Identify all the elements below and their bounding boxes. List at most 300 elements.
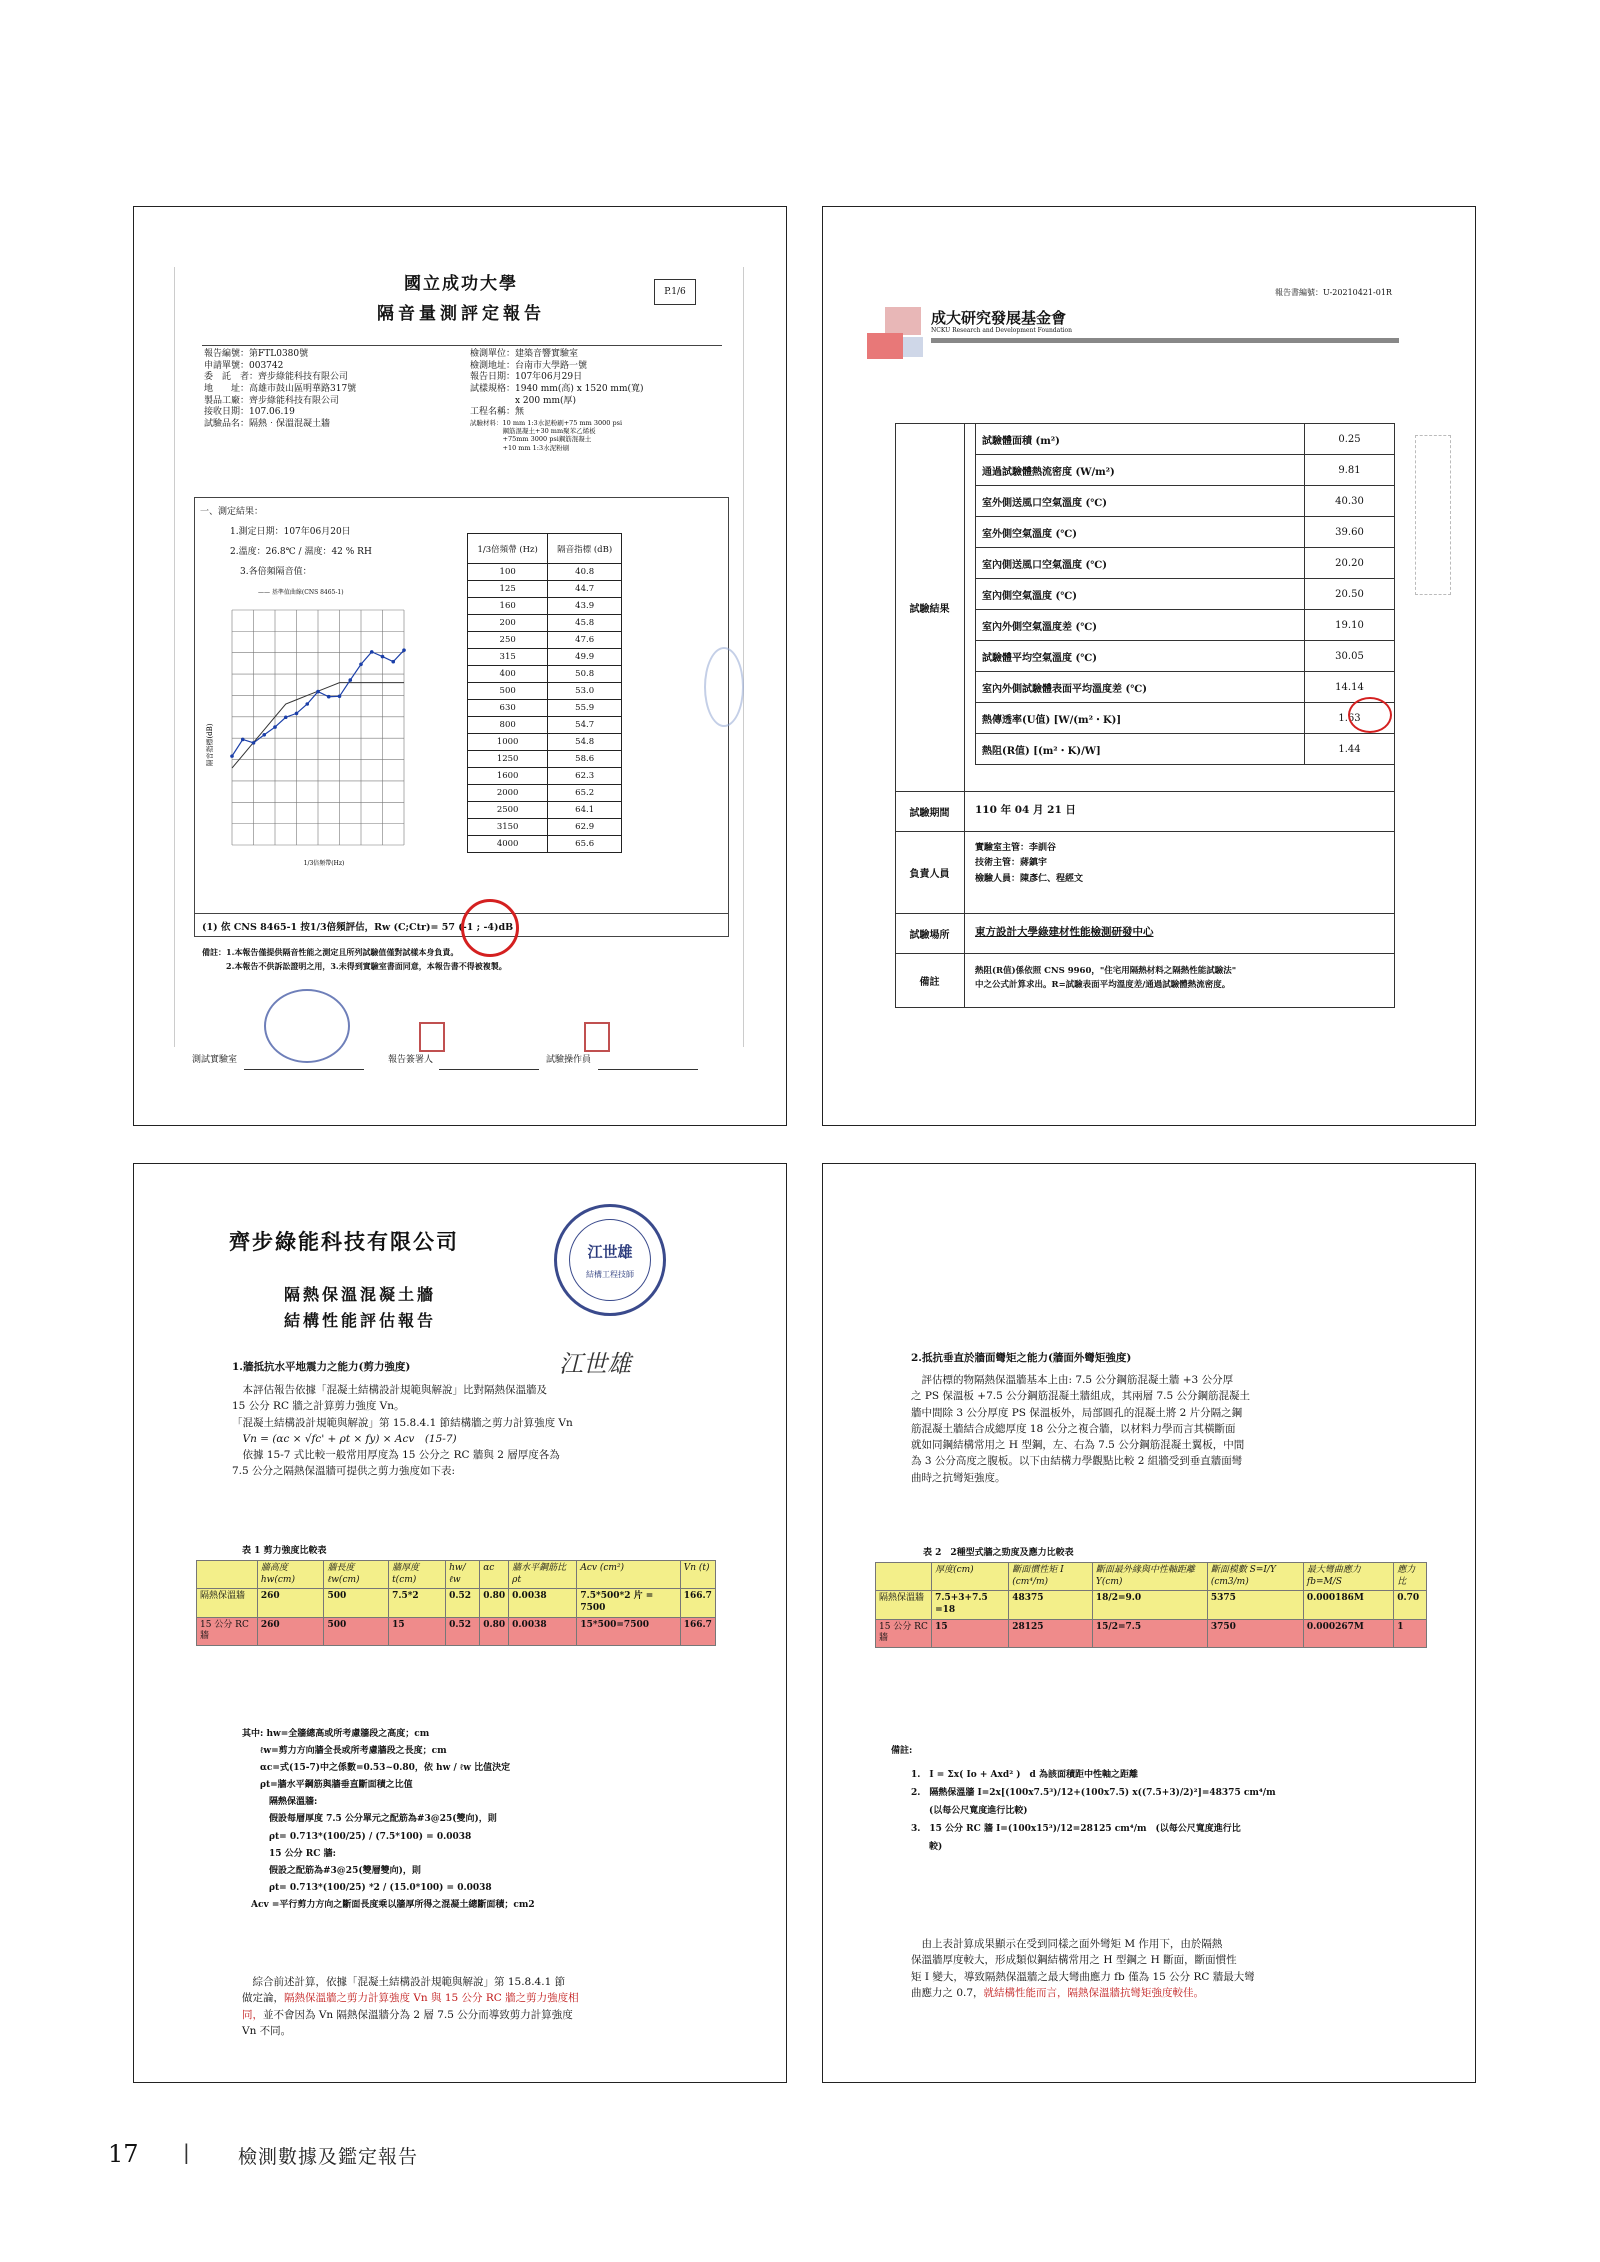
table-cell: 3750	[1207, 1619, 1303, 1647]
table-row	[976, 548, 1395, 579]
table-row	[197, 1617, 716, 1645]
sign-label: 試驗操作員	[546, 1055, 592, 1065]
row-value: 1.63	[1305, 703, 1395, 734]
table-cell: 最大彎曲應力 fb=M/S	[1303, 1563, 1393, 1591]
table-cell: 0.52	[446, 1589, 480, 1617]
db-cell: 65.2	[548, 785, 622, 802]
table-cell: 0.70	[1394, 1591, 1427, 1619]
row-label: 熱阻(R值) [(m²・K)/W]	[976, 734, 1305, 765]
freq-cell: 800	[468, 717, 548, 734]
signature-stamp	[584, 1022, 610, 1052]
data-point	[359, 662, 363, 666]
note-line: 15 公分 RC 牆:	[242, 1848, 336, 1859]
shear-table	[196, 1560, 716, 1646]
table-row	[876, 1619, 1427, 1647]
db-cell: 64.1	[548, 802, 622, 819]
table-row	[468, 751, 622, 768]
table-row	[976, 455, 1395, 486]
table-cell: 斷面慣性矩 I (cm⁴/m)	[1009, 1563, 1093, 1591]
db-cell: 45.8	[548, 615, 622, 632]
evaluation-result: (1) 依 CNS 8465-1 按1/3倍頻評估，Rw (C;Ctr)= 57 (-1 ; -4)dB	[202, 922, 514, 933]
report-panel-bending	[822, 1163, 1476, 2083]
result-line: 3.各倍頻隔音值：	[240, 567, 312, 577]
info-line: 檢測單位：建築音響實驗室	[470, 349, 579, 359]
note-line: ρt= 0.713*(100/25) / (7.5*100) = 0.0038	[242, 1831, 472, 1842]
row-label: 通過試驗體熱流密度 (W/m²)	[976, 455, 1305, 486]
para-line: 做定論，	[242, 1992, 284, 2005]
table-row	[468, 581, 622, 598]
table-cell: 166.7	[680, 1589, 715, 1617]
table-cell: 15/2=7.5	[1092, 1619, 1207, 1647]
bending-table	[875, 1562, 1427, 1648]
lab-seal	[264, 989, 350, 1063]
table-cell: hw/ℓw	[446, 1561, 480, 1589]
info-line: 試樣規格：1940 mm(高) x 1520 mm(寬)	[470, 384, 644, 395]
table-row	[976, 486, 1395, 517]
formula-line: Vn = (αc × √fc' + ρt × fy) × Acv (15-7)	[232, 1432, 457, 1445]
freq-cell: 100	[468, 564, 548, 581]
db-cell: 50.8	[548, 666, 622, 683]
period-label: 試驗期間	[895, 791, 965, 831]
staff-label: 負責人員	[895, 831, 965, 913]
table-row	[468, 717, 622, 734]
data-point	[295, 712, 299, 716]
db-cell: 44.7	[548, 581, 622, 598]
logo-block	[903, 337, 923, 357]
table-cell: 牆高度 hw(cm)	[257, 1561, 324, 1589]
db-cell: 43.9	[548, 598, 622, 615]
section-para	[911, 1372, 1250, 1486]
data-point	[327, 695, 331, 699]
report-panel-sound	[133, 206, 787, 1126]
chart-legend: —— 基準值曲線(CNS 8465-1)	[258, 589, 344, 596]
table-cell: 0.80	[480, 1589, 509, 1617]
data-point	[391, 660, 395, 664]
para-line: 為 3 公分高度之腹板。以下由結構力學觀點比較 2 組牆受到垂直牆面彎	[911, 1455, 1243, 1468]
row-label	[876, 1563, 932, 1591]
freq-cell: 1000	[468, 734, 548, 751]
row-value: 30.05	[1305, 641, 1395, 672]
row-label: 室內側空氣溫度 (℃)	[976, 579, 1305, 610]
divider	[895, 831, 1395, 832]
db-cell: 53.0	[548, 683, 622, 700]
table-row	[468, 836, 622, 853]
para-line: 曲時之抗彎矩強度。	[911, 1471, 1006, 1484]
freq-cell: 2500	[468, 802, 548, 819]
info-line: 地 址：高雄市鼓山區明華路317號	[204, 384, 357, 395]
section-para	[232, 1382, 573, 1480]
data-point	[262, 733, 266, 737]
db-cell: 54.7	[548, 717, 622, 734]
freq-cell: 500	[468, 683, 548, 700]
table-cell: 7.5*500*2 片 = 7500	[577, 1589, 680, 1617]
result-line: 1.測定日期：107年06月20日	[230, 527, 351, 537]
freq-cell: 125	[468, 581, 548, 598]
engineer-seal	[554, 1204, 666, 1316]
table-row	[468, 598, 622, 615]
sound-table	[467, 533, 622, 853]
data-point	[316, 690, 320, 694]
signature-stamp	[419, 1022, 445, 1052]
table-cell: 28125	[1009, 1619, 1093, 1647]
table-row	[468, 700, 622, 717]
table-cell: 166.7	[680, 1617, 715, 1645]
note-line: 備註：1.本報告僅提供隔音性能之測定且所列試驗值僅對試樣本身負責。	[202, 947, 459, 957]
db-cell: 49.9	[548, 649, 622, 666]
table-title: 表 2 2種型式牆之勁度及應力比較表	[923, 1548, 1074, 1558]
table-row	[976, 641, 1395, 672]
table-cell: 斷面最外緣與中性軸距離 Y(cm)	[1092, 1563, 1207, 1591]
table-row	[876, 1563, 1427, 1591]
para-line: Vn 不同。	[242, 2024, 292, 2037]
data-point	[381, 655, 385, 659]
row-label: 室外側空氣溫度 (℃)	[976, 517, 1305, 548]
company-name: 齊步綠能科技有限公司	[229, 1229, 459, 1254]
row-label: 隔熱保溫牆	[197, 1589, 258, 1617]
table-cell: 15*500=7500	[577, 1617, 680, 1645]
data-point	[370, 650, 374, 654]
formula-notes	[911, 1766, 1276, 1856]
para-line: 之 PS 保溫板 +7.5 公分鋼筋混凝土牆組成，其兩層 7.5 公分鋼筋混凝土	[911, 1390, 1250, 1403]
table-cell: 15	[932, 1619, 1009, 1647]
row-label: 室內外側試驗體表面平均溫度差 (℃)	[976, 672, 1305, 703]
note-line: ρt= 0.713*(100/25) *2 / (15.0*100) = 0.0038	[242, 1882, 492, 1893]
table-cell: 斷面模數 S=I/Y (cm3/m)	[1207, 1563, 1303, 1591]
table-row	[468, 615, 622, 632]
table-row	[976, 424, 1395, 455]
section-heading: 1.牆抵抗水平地震力之能力(剪力強度)	[232, 1361, 411, 1373]
logo-block	[885, 307, 921, 335]
row-label: 室內外側空氣溫度差 (℃)	[976, 610, 1305, 641]
freq-cell: 200	[468, 615, 548, 632]
table-row	[468, 785, 622, 802]
freq-cell: 1250	[468, 751, 548, 768]
note-line: 較)	[911, 1842, 943, 1852]
para-line: 綜合前述計算，依據「混凝土結構設計規範與解說」第 15.8.4.1 節	[242, 1976, 566, 1988]
table-cell: 0.80	[480, 1617, 509, 1645]
header-rule	[931, 338, 1399, 343]
sound-chart	[204, 595, 414, 875]
section-heading: 2.抵抗垂直於牆面彎矩之能力(牆面外彎矩強度)	[911, 1352, 1132, 1364]
table-row	[976, 517, 1395, 548]
table-cell: 0.52	[446, 1617, 480, 1645]
note-line: Acv =平行剪力方向之斷面長度乘以牆厚所得之混凝土總斷面積；cm2	[242, 1899, 535, 1910]
note-line: 中之公式計算求出。R=試驗表面平均溫度差/通過試驗體熱流密度。	[975, 979, 1231, 990]
info-line: 試驗品名：隔熱‧保溫混凝土牆	[204, 419, 331, 430]
table-row	[876, 1591, 1427, 1619]
info-line: 試驗材料：10 mm 1:3水泥粉刷+75 mm 3000 psi	[470, 419, 623, 428]
note-line: 2. 隔熱保溫牆 I=2x[(100x7.5³)/12+(100x7.5) x((7.5+3)/2)²]=48375 cm⁴/m	[911, 1788, 1276, 1798]
note-line: 熱阻(R值)係依照 CNS 9960，"住宅用隔熱材料之隔熱性能試驗法"	[975, 966, 1237, 976]
row-value: 14.14	[1305, 672, 1395, 703]
para-line: 7.5 公分之隔熱保溫牆可提供之剪力強度如下表:	[232, 1465, 456, 1478]
info-line: 製品工廠：齊步綠能科技有限公司	[204, 395, 340, 406]
table-row	[468, 802, 622, 819]
staff-list	[975, 841, 1083, 887]
org-name: 成大研究發展基金會	[931, 309, 1067, 327]
conclusion	[242, 1974, 762, 2039]
db-cell: 55.9	[548, 700, 622, 717]
thermal-table	[975, 423, 1395, 765]
para-line: 曲應力之 0.7，	[911, 1986, 984, 1999]
info-line: 申請單號：003742	[204, 360, 284, 371]
highlight-text: 隔熱保溫牆之剪力計算強度 Vn 與 15 公分 RC 牆之剪力強度相	[284, 1992, 579, 2005]
para-line: 矩 I 變大，導致隔熱保溫牆之最大彎曲應力 fb 僅為 15 公分 RC 牆最大彎	[911, 1970, 1255, 1983]
row-label: 熱傳透率(U值) [W/(m²・K)]	[976, 703, 1305, 734]
place-label: 試驗場所	[895, 913, 965, 953]
para-line: 筋混凝土牆結合成總厚度 18 公分之複合牆，以材料力學而言其橫斷面	[911, 1422, 1236, 1435]
table-header: 隔音指標 (dB)	[548, 534, 622, 564]
table-cell: 5375	[1207, 1591, 1303, 1619]
para-line: 並不會因為 Vn 隔熱保溫牆分為 2 層 7.5 公分而導致剪力計算強度	[263, 2008, 573, 2021]
row-label: 室外側送風口空氣溫度 (℃)	[976, 486, 1305, 517]
row-label: 隔熱保溫牆	[876, 1591, 932, 1619]
data-point	[305, 702, 309, 706]
note-line: 隔熱保溫牆:	[242, 1797, 318, 1808]
row-value: 20.50	[1305, 579, 1395, 610]
table-cell: 500	[324, 1589, 389, 1617]
note-line: 2.本報告不供訴訟證明之用，3.未得到實驗室書面同意，本報告書不得被複製。	[202, 961, 507, 971]
note-line: 1. I = Σx( Io + Axd² ) d 為該面積距中性軸之距離	[911, 1770, 1138, 1780]
db-cell: 40.8	[548, 564, 622, 581]
definition-notes	[242, 1726, 535, 1914]
freq-cell: 4000	[468, 836, 548, 853]
report-title: 隔音量測評定報告	[377, 304, 545, 324]
db-cell: 58.6	[548, 751, 622, 768]
seal-text: 結構工程技師	[586, 1270, 634, 1279]
report-title-line2: 結構性能評估報告	[284, 1311, 437, 1330]
db-cell: 54.8	[548, 734, 622, 751]
freq-cell: 1600	[468, 768, 548, 785]
freq-cell: 3150	[468, 819, 548, 836]
info-line: 報告編號：第FTL0380號	[204, 349, 309, 359]
chart-grid	[232, 610, 404, 845]
divider	[895, 953, 1395, 954]
table-cell: 7.5*2	[389, 1589, 446, 1617]
data-point	[284, 715, 288, 719]
divider	[895, 791, 1395, 792]
row-label: 15 公分 RC 牆	[197, 1617, 258, 1645]
para-line: 15 公分 RC 牆之計算剪力強度 Vn。	[232, 1400, 405, 1413]
table-row	[468, 564, 622, 581]
row-label: 15 公分 RC 牆	[876, 1619, 932, 1647]
para-line: 保溫牆厚度較大，形成類似鋼結構常用之 H 型鋼之 H 斷面，斷面慣性	[911, 1954, 1237, 1967]
note-line: ℓw=剪力方向牆全長或所考慮牆段之長度；cm	[242, 1746, 447, 1757]
table-cell: αc	[480, 1561, 509, 1589]
sign-label: 報告簽署人	[388, 1055, 434, 1065]
freq-cell: 630	[468, 700, 548, 717]
freq-cell: 400	[468, 666, 548, 683]
note-text	[975, 965, 1236, 992]
divider	[194, 913, 729, 914]
x-axis-label: 1/3倍頻帶(Hz)	[303, 860, 345, 867]
db-cell: 47.6	[548, 632, 622, 649]
row-value: 9.81	[1305, 455, 1395, 486]
table-row	[468, 666, 622, 683]
logo-block	[867, 333, 903, 359]
info-line: 報告日期：107年06月29日	[470, 372, 583, 383]
notes-title: 備註:	[891, 1746, 913, 1756]
table-cell: 應力比	[1394, 1563, 1427, 1591]
conclusion	[911, 1936, 1255, 2001]
highlight-text: 同，	[242, 2008, 263, 2021]
table-cell: 牆長度 ℓw(cm)	[324, 1561, 389, 1589]
table-cell: Vn (t)	[680, 1561, 715, 1589]
table-cell: 7.5+3+7.5 =18	[932, 1591, 1009, 1619]
info-line: +10 mm 1:3水泥粉刷	[470, 443, 570, 452]
note-line: 假設每層厚度 7.5 公分單元之配筋為#3@25(雙向)，則	[242, 1814, 497, 1825]
row-value: 40.30	[1305, 486, 1395, 517]
sign-line	[244, 1069, 364, 1070]
sign-line	[439, 1069, 539, 1070]
table-cell: 260	[257, 1589, 324, 1617]
divider	[202, 345, 722, 346]
table-row	[976, 703, 1395, 734]
note-label: 備註	[895, 953, 965, 1008]
table-cell: 0.000267M	[1303, 1619, 1393, 1647]
footer-title: 檢測數據及鑑定報告	[238, 2146, 419, 2168]
staff-line: 技術主管：蔣鎮宇	[975, 858, 1048, 869]
table-title: 表 1 剪力強度比較表	[242, 1546, 327, 1556]
note-line: ρt=牆水平鋼筋與牆垂直斷面積之比值	[242, 1780, 413, 1791]
university-title: 國立成功大學	[404, 274, 518, 294]
table-row	[468, 734, 622, 751]
para-line: 本評估報告依據「混凝土結構設計規範與解說」比對隔熱保溫牆及	[232, 1384, 547, 1396]
db-cell: 62.9	[548, 819, 622, 836]
info-line: 接收日期：107.06.19	[204, 407, 295, 418]
handwritten-signature: 江世雄	[559, 1350, 631, 1378]
row-value: 20.20	[1305, 548, 1395, 579]
note-line: 假設之配筋為#3@25(雙層雙向)，則	[242, 1865, 421, 1876]
data-point	[402, 648, 406, 652]
note-line: αc=式(15-7)中之係數=0.53~0.80，依 hw / ℓw 比值決定	[242, 1763, 511, 1774]
table-row	[976, 579, 1395, 610]
table-cell: 260	[257, 1617, 324, 1645]
para-line: 牆中間除 3 公分厚度 PS 保溫板外，局部圓孔的混凝土將 2 片分隔之鋼	[911, 1406, 1243, 1419]
table-row	[468, 683, 622, 700]
sign-label: 測試實驗室	[192, 1055, 238, 1065]
table-cell: 牆水平鋼筋比 ρt	[509, 1561, 577, 1589]
table-row	[976, 672, 1395, 703]
report-number: 報告書編號：U-20210421-01R	[1275, 288, 1392, 297]
period-value: 110 年 04 月 21 日	[975, 804, 1076, 816]
info-line: 檢測地址：台南市大學路一號	[470, 360, 588, 371]
info-line: +75mm 3000 psi鋼筋混凝土	[470, 435, 592, 444]
table-row	[197, 1561, 716, 1589]
data-point	[241, 738, 245, 742]
page-number: 17	[108, 2140, 139, 2168]
divider	[895, 913, 1395, 914]
freq-cell: 160	[468, 598, 548, 615]
table-cell: 15	[389, 1617, 446, 1645]
result-line: 2.溫度：26.8℃ / 濕度：42 % RH	[230, 547, 372, 557]
left-info	[204, 349, 356, 431]
y-axis-label: 隔音指標(dB)	[206, 723, 214, 767]
org-name-en: NCKU Research and Development Foundation	[931, 327, 1073, 334]
table-cell: 牆厚度 t(cm)	[389, 1561, 446, 1589]
highlight-circle	[1348, 697, 1392, 733]
table-row	[976, 610, 1395, 641]
row-value: 19.10	[1305, 610, 1395, 641]
table-row	[468, 768, 622, 785]
report-title-line1: 隔熱保溫混凝土牆	[284, 1285, 437, 1304]
para-line: 依據 15-7 式比較一般常用厚度為 15 公分之 RC 牆與 2 層厚度各為	[232, 1449, 560, 1462]
data-point	[338, 695, 342, 699]
info-line: x 200 mm(厚)	[470, 395, 577, 406]
db-cell: 65.6	[548, 836, 622, 853]
report-panel-shear	[133, 1163, 787, 2083]
seal-text: 江世雄	[587, 1243, 633, 1261]
info-line: 委 託 者：齊步綠能科技有限公司	[204, 372, 349, 383]
row-label: 試驗體平均空氣溫度 (℃)	[976, 641, 1305, 672]
note-line: 其中: hw=全牆總高或所考慮牆段之高度；cm	[242, 1729, 430, 1739]
table-row	[468, 649, 622, 666]
table-row	[468, 632, 622, 649]
place-value: 東方設計大學綠建材性能檢測研發中心	[975, 926, 1154, 938]
para-line: 「混凝土結構設計規範與解說」第 15.8.4.1 節結構牆之剪力計算強度 Vn	[232, 1416, 573, 1429]
row-value: 1.44	[1305, 734, 1395, 765]
row-value: 0.25	[1305, 424, 1395, 455]
footer-separator: |	[183, 2140, 190, 2164]
highlight-text: 就結構性能而言，隔熱保溫牆抗彎矩強度較佳。	[983, 1986, 1205, 1999]
freq-cell: 2000	[468, 785, 548, 802]
table-header: 1/3倍頻帶 (Hz)	[468, 534, 548, 564]
table-row	[197, 1589, 716, 1617]
row-label: 試驗體面積 (m²)	[976, 424, 1305, 455]
table-cell: 48375	[1009, 1591, 1093, 1619]
highlight-circle	[461, 899, 519, 957]
row-label: 室內側送風口空氣溫度 (℃)	[976, 548, 1305, 579]
data-point	[348, 678, 352, 682]
row-label	[197, 1561, 258, 1589]
side-marks	[1415, 435, 1451, 595]
note-line: (以每公尺寬度進行比較)	[911, 1806, 1028, 1816]
table-cell: 厚度(cm)	[932, 1563, 1009, 1591]
table-cell: 1	[1394, 1619, 1427, 1647]
section-heading: 一、測定結果：	[200, 507, 264, 517]
data-point	[273, 725, 277, 729]
para-line: 由上表計算成果顯示在受到同樣之面外彎矩 M 作用下，由於隔熱	[911, 1938, 1223, 1950]
sign-line	[598, 1069, 698, 1070]
data-point	[230, 754, 234, 758]
table-cell: 0.000186M	[1303, 1591, 1393, 1619]
para-line: 就如同鋼結構常用之 H 型鋼，左、右為 7.5 公分鋼筋混凝土翼板，中間	[911, 1439, 1245, 1452]
table-cell: Acv (cm²)	[577, 1561, 680, 1589]
freq-cell: 250	[468, 632, 548, 649]
report-panel-thermal	[822, 206, 1476, 1126]
table-row	[468, 819, 622, 836]
section-label: 試驗結果	[895, 423, 965, 791]
db-cell: 62.3	[548, 768, 622, 785]
table-cell: 0.0038	[509, 1617, 577, 1645]
table-cell: 18/2=9.0	[1092, 1591, 1207, 1619]
table-row	[976, 734, 1395, 765]
table-cell: 500	[324, 1617, 389, 1645]
staff-line: 實驗室主管：李訓谷	[975, 843, 1057, 853]
data-point	[252, 741, 256, 745]
page-tag: P.1/6	[654, 279, 696, 305]
right-info	[470, 349, 644, 452]
table-cell: 0.0038	[509, 1589, 577, 1617]
info-line: 工程名稱：無	[470, 407, 525, 418]
note-line: 3. 15 公分 RC 牆 I=(100x15³)/12=28125 cm⁴/m (以每公尺寬度進行比	[911, 1824, 1241, 1834]
staff-line: 檢驗人員：陳彥仁、程經文	[975, 873, 1084, 884]
para-line: 評估標的物隔熱保溫牆基本上由: 7.5 公分鋼筋混凝土牆 +3 公分厚	[911, 1374, 1234, 1386]
edge-seal	[704, 647, 744, 727]
info-line: 鋼筋混凝土+30 mm聚苯乙烯板	[470, 427, 596, 436]
freq-cell: 315	[468, 649, 548, 666]
row-value: 39.60	[1305, 517, 1395, 548]
